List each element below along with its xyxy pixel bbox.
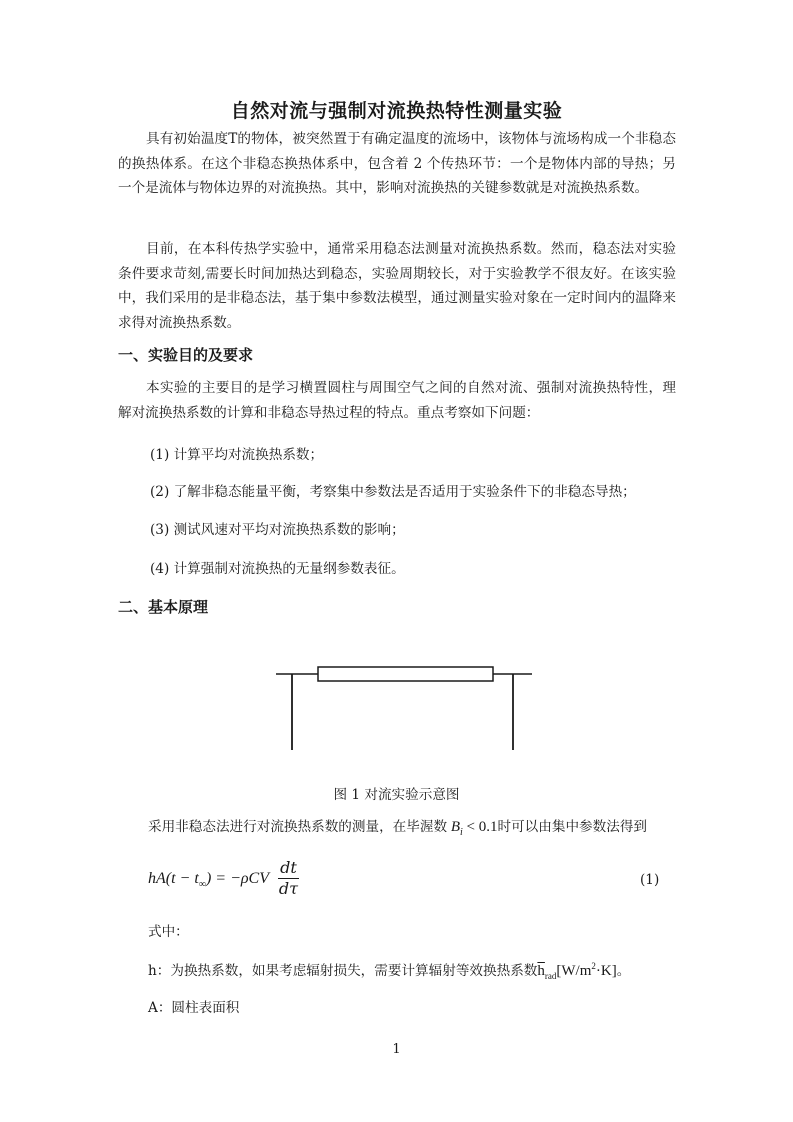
list-item: (1) 计算平均对流换热系数； xyxy=(150,447,324,463)
h-rad-unit: [W/m xyxy=(556,963,592,979)
equation-1 xyxy=(148,858,299,899)
h-rad-symbol: $\overline{h}$ xyxy=(537,963,545,979)
h-desc-text: h：为换热系数，如果考虑辐射损失，需要计算辐射等效换热系数 xyxy=(148,963,538,979)
h-end-punct: 。 xyxy=(616,963,631,979)
intro-paragraph-1: 具有初始温度T的物体，被突然置于有确定温度的流场中，该物体与流场构成一个非稳态的换热体系。在这个非稳态换热体系中，包含着 2 个传热环节：一个是物体内部的导热；另一个是流体与物体边界的对流换热。其中，影响对流换热的关键参数就是对流换热系数。 xyxy=(118,131,676,197)
derivative-fraction xyxy=(278,858,299,899)
h-rad-unit-end: ·K] xyxy=(595,963,617,979)
page-title: 自然对流与强制对流换热特性测量实验 xyxy=(230,100,563,122)
list-item: (4) 计算强制对流换热的无量纲参数表征。 xyxy=(150,561,405,577)
h-rad-subscript: rad xyxy=(544,971,557,981)
list-item: (2) 了解非稳态能量平衡，考察集中参数法是否适用于实验条件下的非稳态导热； xyxy=(150,484,636,500)
biot-subscript: i xyxy=(459,827,463,838)
page-number: 1 xyxy=(392,1042,401,1057)
equation-number: (1) xyxy=(640,872,660,888)
biot-symbol: B xyxy=(450,819,460,835)
biot-number xyxy=(447,819,498,838)
equation-mid: ) = −ρCV xyxy=(205,870,269,887)
cylinder-specimen xyxy=(318,667,493,681)
fraction-denominator: dτ xyxy=(278,879,298,898)
section-heading-purpose: 一、实验目的及要求 xyxy=(118,346,254,364)
A-description: A：圆柱表面积 xyxy=(148,1000,240,1016)
h-rad-unit-sup: 2 xyxy=(591,961,596,971)
biot-condition: < 0.1 xyxy=(466,819,498,835)
figure-caption: 图 1 对流实验示意图 xyxy=(333,787,460,803)
h-description xyxy=(148,959,630,981)
method-suffix: 时可以由集中参数法得到 xyxy=(497,819,648,835)
section-heading-principle: 二、基本原理 xyxy=(118,598,209,616)
equation-lhs: hA(t − t xyxy=(148,870,199,887)
intro-paragraph-2: 目前，在本科传热学实验中，通常采用稳态法测量对流换热系数。然而，稳态法对实验条件要求苛刻,需要长时间加热达到稳态，实验周期较长，对于实验教学不很友好。在该实验中，我们采用的是非稳态法，基于集中参数法模型，通过测量实验对象在一定时间内的温降来求得对流换热系数。 xyxy=(118,241,676,331)
h-rad-symbol-group xyxy=(537,963,616,979)
fraction-numerator: dt xyxy=(280,858,297,877)
method-sentence xyxy=(148,815,647,838)
purpose-paragraph: 本实验的主要目的是学习横置圆柱与周围空气之间的自然对流、强制对流换热特性，理解对流换热系数的计算和非稳态导热过程的特点。重点考察如下问题： xyxy=(118,380,676,421)
method-prefix: 采用非稳态法进行对流换热系数的测量，在毕渥数 xyxy=(148,819,448,835)
where-label: 式中： xyxy=(148,924,189,940)
list-item: (3) 测试风速对平均对流换热系数的影响； xyxy=(150,522,405,538)
convection-diagram xyxy=(270,660,540,760)
equation-infinity-sub: ∞ xyxy=(198,879,206,891)
